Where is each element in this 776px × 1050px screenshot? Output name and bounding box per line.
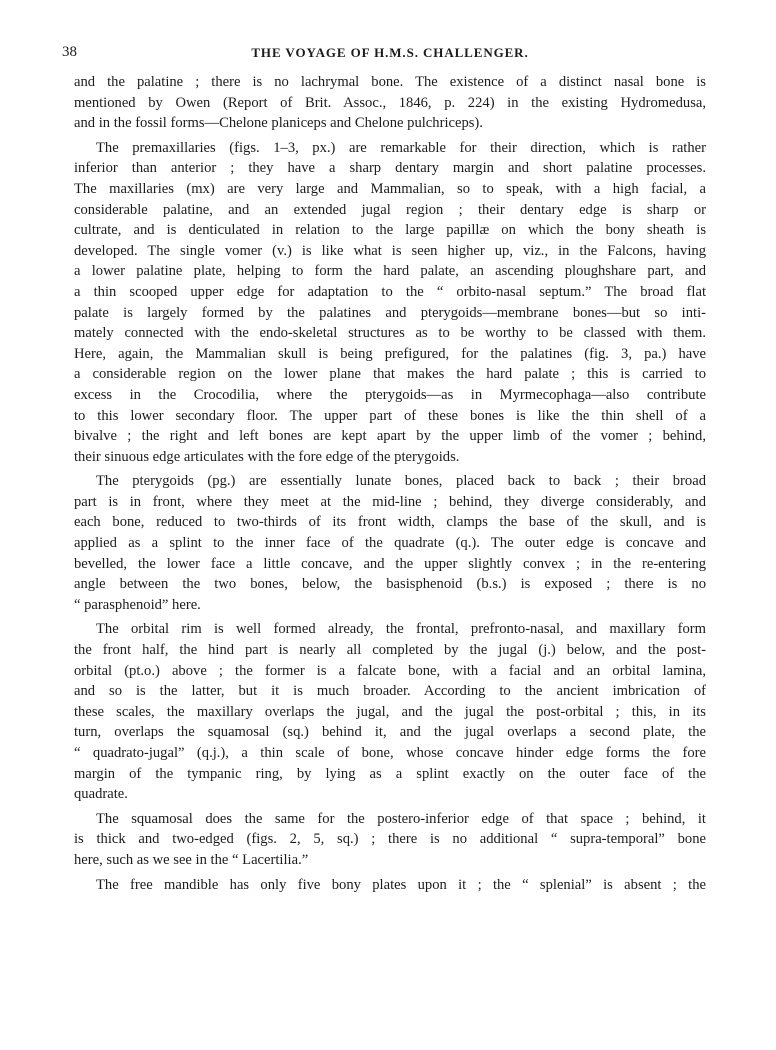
text-line: bevelled, the lower face a little concave, and the upper slightly convex ; in the re-entering bbox=[74, 555, 706, 572]
text-line: palate is largely formed by the palatines and pterygoids—membrane bones—but so inti- bbox=[74, 304, 706, 321]
text-line: “ quadrato-jugal” (q.j.), a thin scale of bone, whose concave hinder edge forms the fore bbox=[74, 745, 706, 761]
text-line: each bone, reduced to two-thirds of its front width, clamps the base of the skull, and is bbox=[74, 514, 706, 531]
text-line: a considerable region on the lower plane that makes the hard palate ; this is carried to bbox=[74, 366, 706, 383]
text-line: The pterygoids (pg.) are essentially lunate bones, placed back to back ; their broad bbox=[96, 473, 706, 490]
paragraph bbox=[74, 875, 706, 896]
text-line: angle between the two bones, below, the basisphenoid (b.s.) is exposed ; there is no bbox=[74, 576, 706, 593]
text-line: developed. The single vomer (v.) is like what is seen higher up, viz., in the Falcons, having bbox=[74, 242, 706, 259]
running-title: THE VOYAGE OF H.M.S. CHALLENGER. bbox=[251, 45, 529, 60]
text-line: considerable palatine, and an extended jugal region ; their dentary edge is sharp or bbox=[74, 201, 706, 218]
page-number: 38 bbox=[62, 44, 77, 60]
paragraph bbox=[74, 138, 706, 159]
body-text bbox=[74, 72, 706, 895]
paragraph-continued bbox=[74, 829, 706, 870]
text-line: a lower palatine plate, helping to form the hard palate, an ascending ploughshare part, and bbox=[74, 263, 706, 280]
text-line: The orbital rim is well formed already, the frontal, prefronto-nasal, and maxillary form bbox=[96, 621, 706, 638]
text-line: a thin scooped upper edge for adaptation to the “ orbito-nasal septum.” The broad flat bbox=[74, 283, 706, 300]
text-line: to this lower secondary floor. The upper part of these bones is like the thin shell of a bbox=[74, 407, 706, 424]
text-line: mately connected with the endo-skeletal structures as to be worthy to be classed with them. bbox=[74, 325, 706, 342]
text-line: The free mandible has only five bony plates upon it ; the “ splenial” is absent ; the bbox=[96, 876, 706, 893]
page-header bbox=[62, 44, 706, 66]
text-line: The premaxillaries (figs. 1–3, px.) are remarkable for their direction, which is rather bbox=[96, 139, 706, 156]
text-line: cultrate, and is denticulated in relation to the large papillæ on which the bony sheath is bbox=[74, 222, 706, 239]
text-line: the front half, the hind part is nearly all completed by the jugal (j.) below, and the post- bbox=[74, 642, 706, 659]
text-line: is thick and two-edged (figs. 2, 5, sq.) ; there is no additional “ supra-temporal” bone bbox=[74, 831, 706, 848]
text-line: inferior than anterior ; they have a sharp dentary margin and short palatine processes. bbox=[74, 160, 706, 177]
text-line: Here, again, the Mammalian skull is being prefigured, for the palatines (fig. 3, pa.) have bbox=[74, 345, 706, 362]
text-line: The squamosal does the same for the postero-inferior edge of that space ; behind, it bbox=[96, 810, 706, 827]
text-line: quadrate. bbox=[74, 786, 128, 803]
text-line: these scales, the maxillary overlaps the jugal, and the jugal the post-orbital ; this, in its bbox=[74, 703, 706, 720]
text-line: and in the fossil forms—Chelone planiceps and Chelone pulchriceps). bbox=[74, 115, 483, 132]
text-line: excess in the Crocodilia, where the pterygoids—as in Myrmecophaga—also contribute bbox=[74, 386, 706, 403]
text-line: part is in front, where they meet at the mid-line ; behind, they diverge considerably, and bbox=[74, 493, 706, 510]
paragraph bbox=[74, 809, 706, 830]
text-line: and so is the latter, but it is much broader. According to the ancient imbrication of bbox=[74, 683, 706, 700]
page bbox=[62, 44, 706, 899]
text-line: and the palatine ; there is no lachrymal bone. The existence of a distinct nasal bone is bbox=[74, 74, 706, 90]
paragraph bbox=[74, 72, 706, 134]
text-line: mentioned by Owen (Report of Brit. Assoc., 1846, p. 224) in the existing Hydromedusa, bbox=[74, 94, 706, 111]
paragraph-continued bbox=[74, 492, 706, 616]
paragraph-continued bbox=[74, 158, 706, 467]
paragraph bbox=[74, 619, 706, 640]
text-line: “ parasphenoid” here. bbox=[74, 596, 201, 613]
text-line: turn, overlaps the squamosal (sq.) behind it, and the jugal overlaps a second plate, the bbox=[74, 724, 706, 741]
text-line: orbital (pt.o.) above ; the former is a falcate bone, with a facial and an orbital lamina, bbox=[74, 662, 706, 679]
text-line: bivalve ; the right and left bones are kept apart by the upper limb of the vomer ; behind, bbox=[74, 428, 706, 445]
paragraph-continued bbox=[74, 640, 706, 805]
text-line: their sinuous edge articulates with the fore edge of the pterygoids. bbox=[74, 448, 460, 465]
text-line: applied as a splint to the inner face of the quadrate (q.). The outer edge is concave and bbox=[74, 535, 706, 552]
text-line: The maxillaries (mx) are very large and Mammalian, so to speak, with a high facial, a bbox=[74, 180, 706, 197]
paragraph bbox=[74, 471, 706, 492]
text-line: margin of the tympanic ring, by lying as a splint exactly on the outer face of the bbox=[74, 765, 706, 782]
text-line: here, such as we see in the “ Lacertilia.” bbox=[74, 851, 309, 868]
